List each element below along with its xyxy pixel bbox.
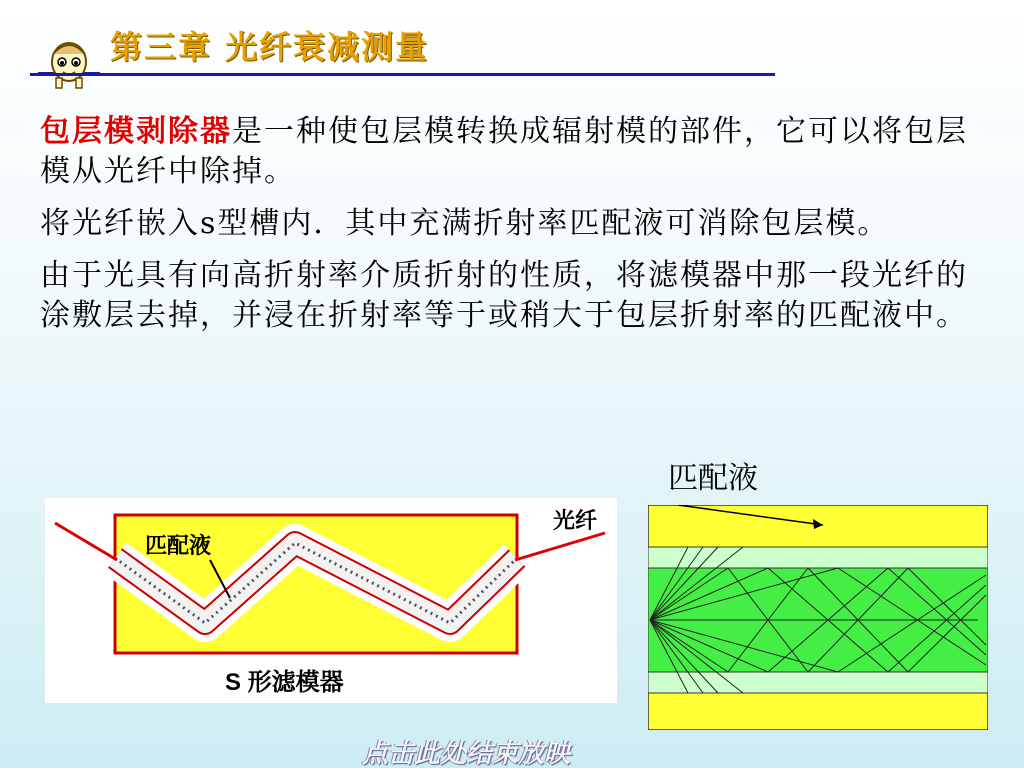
main-content (40, 112, 990, 348)
highlight-term: 包层模剥除器 (40, 114, 232, 149)
paragraph-1 (40, 112, 990, 192)
matching-liquid-label: 匹配液 (668, 461, 758, 496)
paragraph-2: 将光纤嵌入s型槽内．其中充满折射率匹配液可消除包层模。 (40, 206, 890, 241)
page-title: 第三章 光纤衰减测量 (110, 28, 430, 66)
mascot-icon (38, 38, 100, 90)
s-filter-diagram (45, 498, 617, 703)
end-show-link[interactable]: 点击此处结束放映 (362, 739, 571, 769)
fiber-label: 光纤 (553, 508, 598, 533)
cladding-ray-diagram (648, 505, 988, 730)
liquid-label: 匹配液 (145, 533, 212, 558)
paragraph-3: 由于光具有向高折射率介质折射的性质，将滤模器中那一段光纤的涂敷层去掉，并浸在折射率等于或稍大于包层折射率的匹配液中。 (40, 258, 968, 333)
header-divider (30, 73, 775, 76)
paragraph-1-text: 是一种使包层模转换成辐射模的部件，它可以将包层模从光纤中除掉。 (40, 114, 968, 189)
diagram-caption: S 形滤模器 (225, 669, 344, 696)
